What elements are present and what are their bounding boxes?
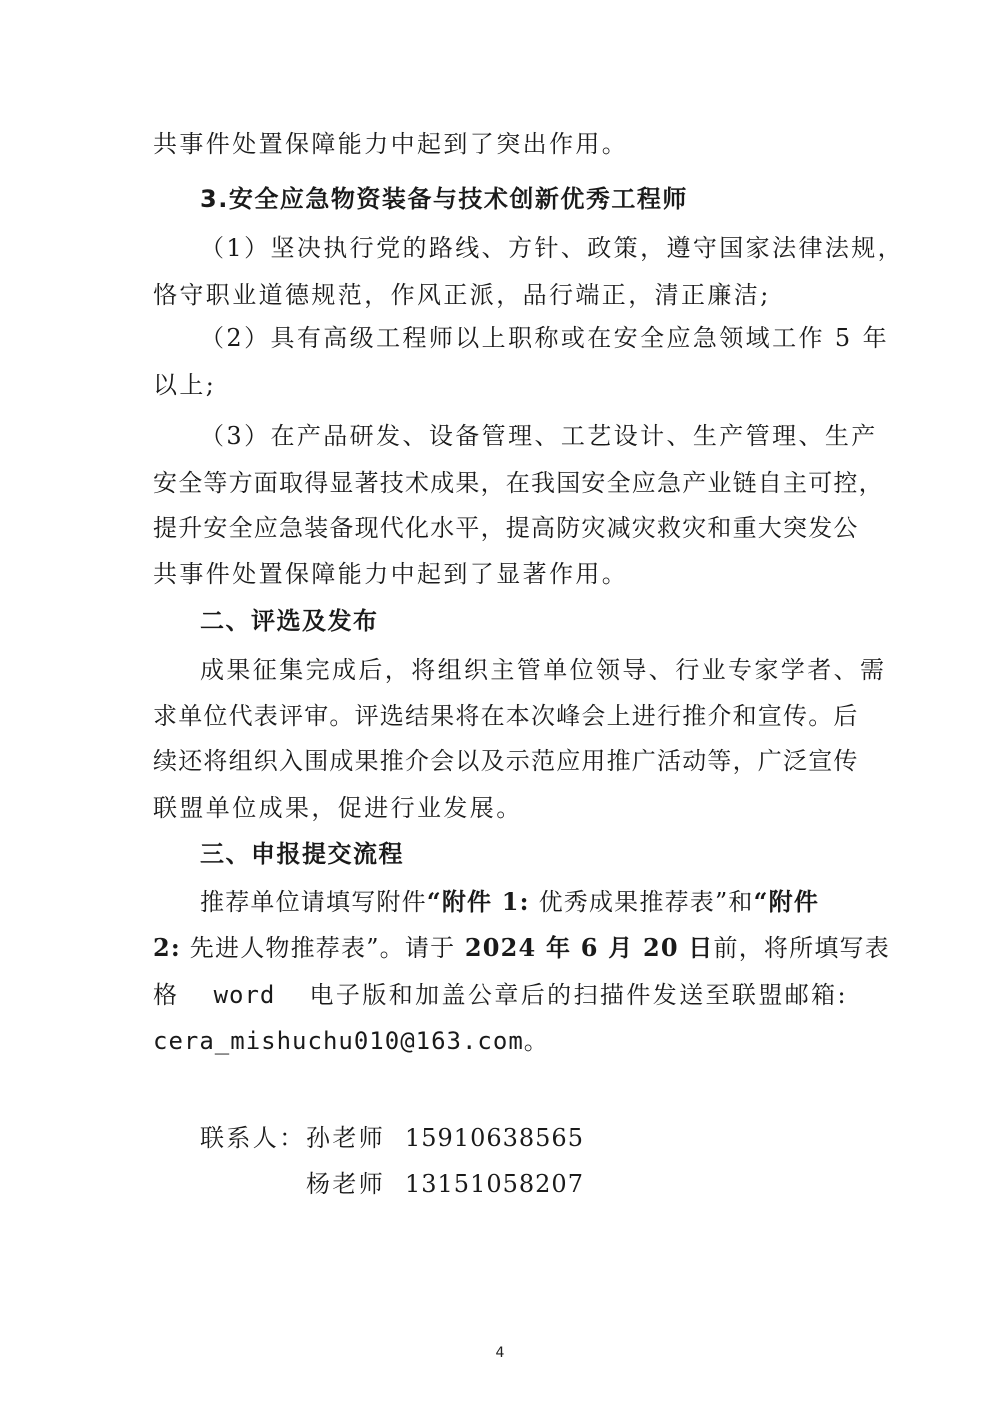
part-3-line-4 — [153, 1025, 550, 1057]
criterion-3-line-1: （3）在产品研发、设备管理、工艺设计、生产管理、生产 — [200, 422, 878, 450]
attachment-2-ref-end: 2: — [153, 933, 181, 962]
criterion-1-line-1: （1）坚决执行党的路线、方针、政策，遵守国家法律法规， — [200, 234, 905, 262]
text-segment: 格 — [153, 981, 180, 1009]
criterion-1-line-2: 恪守职业道德规范，作风正派，品行端正，清正廉洁; — [153, 281, 771, 309]
part-3-line-1 — [200, 886, 819, 918]
part-2-line-3: 续还将组织入围成果推介会以及示范应用推广活动等，广泛宣传 — [153, 747, 859, 775]
deadline-date: 2024 年 6 月 20 日 — [455, 933, 714, 962]
page-number: 4 — [495, 1345, 505, 1361]
contact-phone: 13151058207 — [405, 1170, 584, 1198]
word-label: word — [213, 981, 276, 1009]
text-segment: 电子版和加盖公章后的扫描件发送至联盟邮箱: — [309, 981, 848, 1009]
part-3-line-3 — [153, 979, 848, 1011]
criterion-3-line-4: 共事件处置保障能力中起到了显著作用。 — [153, 560, 629, 588]
contact-name: 杨老师 — [306, 1170, 386, 1198]
section-3-heading: 3.安全应急物资装备与技术创新优秀工程师 — [200, 185, 688, 213]
text-segment: 。 — [523, 1027, 551, 1055]
part-2-line-2: 求单位代表评审。评选结果将在本次峰会上进行推介和宣传。后 — [153, 702, 859, 730]
criterion-3-line-2: 安全等方面取得显著技术成果，在我国安全应急产业链自主可控， — [153, 469, 884, 497]
part-2-line-4: 联盟单位成果，促进行业发展。 — [153, 794, 523, 822]
part-3-line-2 — [153, 932, 890, 964]
attachment-2-ref-start: “附件 — [753, 887, 820, 916]
contact-label: 联系人： — [200, 1124, 306, 1152]
contact-name: 孙老师 — [306, 1124, 386, 1152]
text-segment: 前，将所填写表 — [713, 934, 890, 962]
part-3-heading: 三、申报提交流程 — [200, 840, 404, 868]
criterion-2-line-2: 以上; — [153, 371, 217, 399]
contact-email: cera_mishuchu010@163.com — [153, 1027, 524, 1055]
criterion-2-line-1: （2）具有高级工程师以上职称或在安全应急领域工作 5 年 — [200, 324, 889, 352]
attachment-1-ref: “附件 1: — [426, 887, 530, 916]
part-2-line-1: 成果征集完成后，将组织主管单位领导、行业专家学者、需 — [200, 656, 887, 684]
text-segment: 优秀成果推荐表”和 — [529, 888, 754, 916]
criterion-3-line-3: 提升安全应急装备现代化水平，提高防灾减灾救灾和重大突发公 — [153, 514, 859, 542]
text-segment: 先进人物推荐表”。请于 — [180, 934, 456, 962]
contact-phone: 15910638565 — [405, 1124, 584, 1152]
paragraph-end-line: 共事件处置保障能力中起到了突出作用。 — [153, 130, 629, 158]
part-2-heading: 二、评选及发布 — [200, 607, 379, 635]
text-segment: 推荐单位请填写附件 — [200, 888, 427, 916]
